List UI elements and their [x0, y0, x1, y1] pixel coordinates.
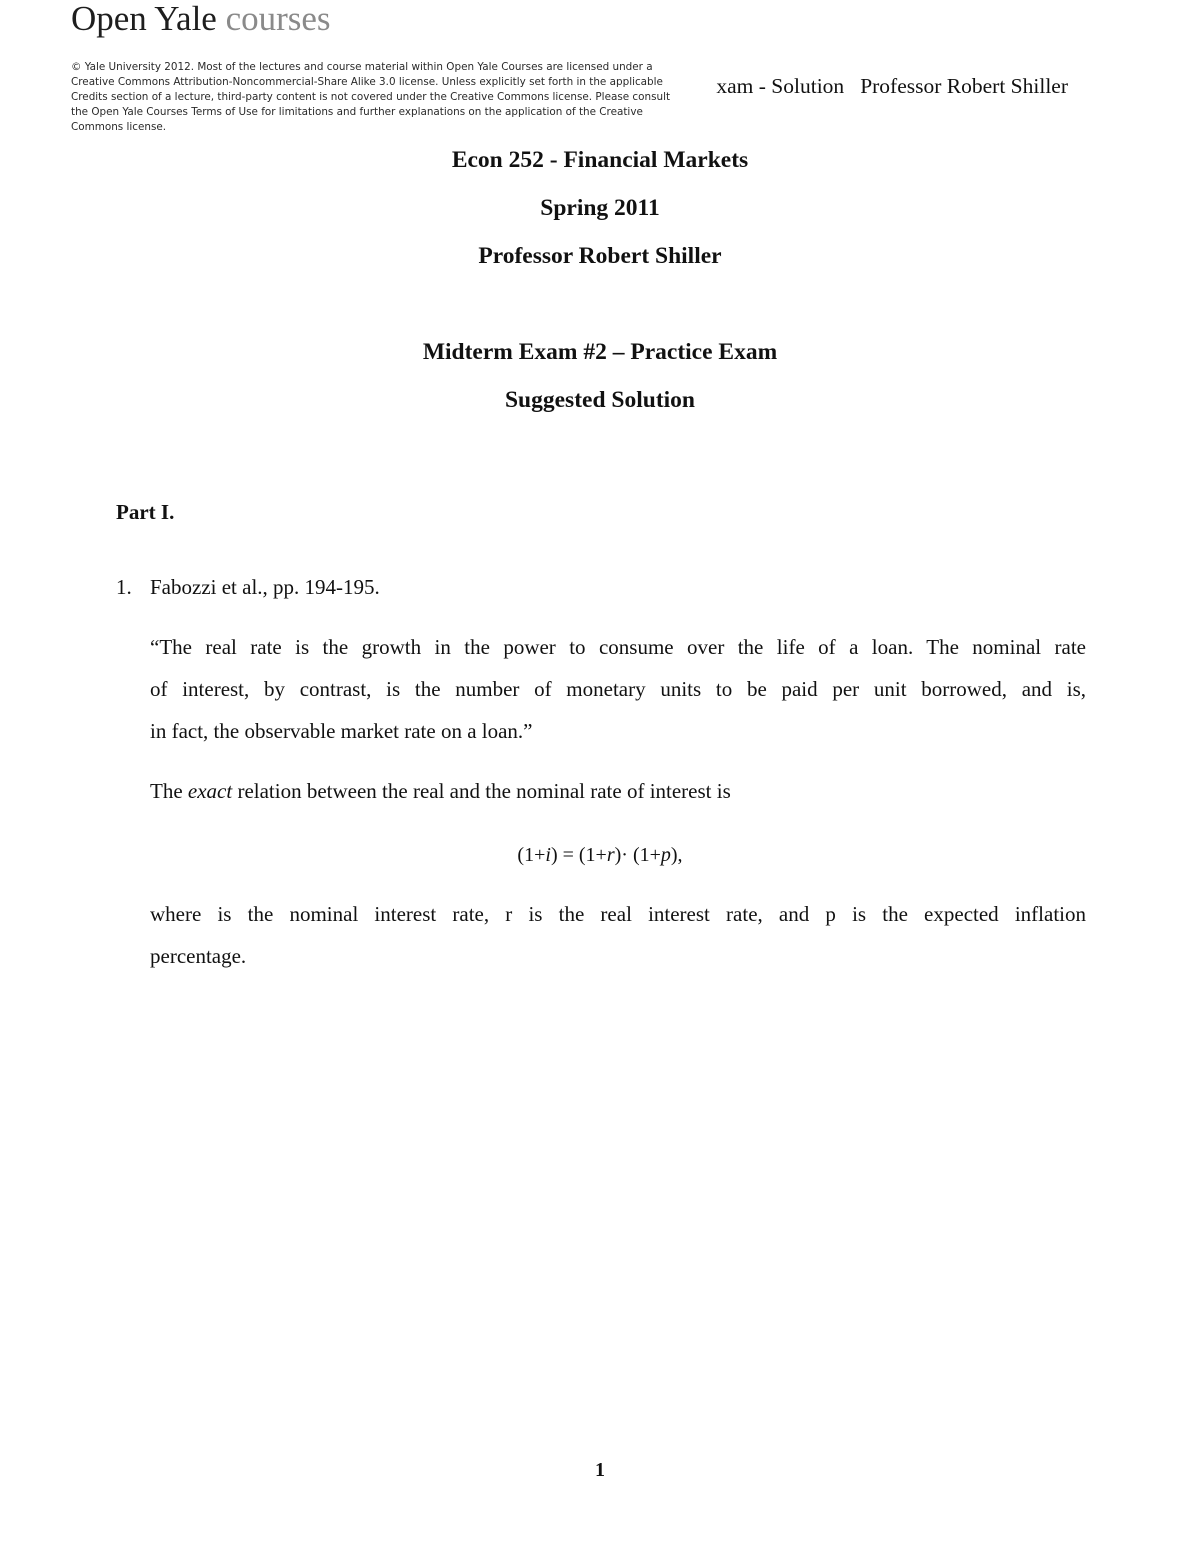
question-reference: Fabozzi et al., pp. 194-195.	[150, 575, 380, 599]
running-header	[716, 73, 1068, 99]
running-header-author: Professor Robert Shiller	[860, 74, 1068, 98]
part-heading: Part I.	[116, 500, 175, 524]
open-yale-courses-logo	[71, 0, 331, 38]
equation-part: (1+	[517, 844, 546, 866]
equation-part: ) = (1+	[550, 844, 607, 866]
professor-name: Professor Robert Shiller	[478, 243, 722, 269]
question-number: 1.	[116, 575, 132, 599]
logo-open-yale-text: Open Yale	[71, 0, 217, 38]
relation-emphasis: exact	[187, 779, 233, 803]
relation-suffix: relation between the real and the nominal rate of interest is	[237, 779, 731, 803]
logo-courses-text: courses	[225, 0, 331, 38]
explanation-line: percentage.	[150, 944, 247, 968]
explanation-line: where is the nominal interest rate, r is the real interest rate, and p is the expected inflation	[150, 902, 1086, 926]
quote-line: in fact, the observable market rate on a loan.”	[150, 719, 533, 743]
license-notice: © Yale University 2012. Most of the lectures and course material within Open Yale Courses are licensed under a Creative Commons Attribution-Noncommercial-Share Alike 3.0 license. Unless explicitly set forth in the applicable Credits section of a lecture, third-party content is not covered under the Creative Commons license. Please consult the Open Yale Courses Terms of Use for limitations and further explanations on the application of the Creative Commons license.	[71, 61, 671, 133]
course-title: Econ 252 - Financial Markets	[451, 147, 749, 173]
equation-variable-i: i	[545, 844, 551, 866]
equation-variable-p: p	[660, 844, 671, 866]
equation-part: ),	[670, 844, 683, 866]
relation-prefix: The	[150, 779, 183, 803]
exam-subtitle: Suggested Solution	[504, 387, 695, 413]
relation-sentence	[150, 777, 731, 805]
page-number: 1	[595, 1459, 605, 1481]
running-header-title: xam - Solution	[716, 74, 845, 98]
quote-line: “The real rate is the growth in the power to consume over the life of a loan. The nominal rate	[150, 635, 1086, 659]
fisher-equation	[0, 841, 1200, 869]
equation-part: )· (1+	[614, 844, 661, 866]
equation-variable-r: r	[606, 844, 615, 866]
term: Spring 2011	[540, 195, 660, 221]
quote-line: of interest, by contrast, is the number of monetary units to be paid per unit borrowed, and is,	[150, 677, 1086, 701]
exam-title: Midterm Exam #2 – Practice Exam	[422, 339, 778, 365]
